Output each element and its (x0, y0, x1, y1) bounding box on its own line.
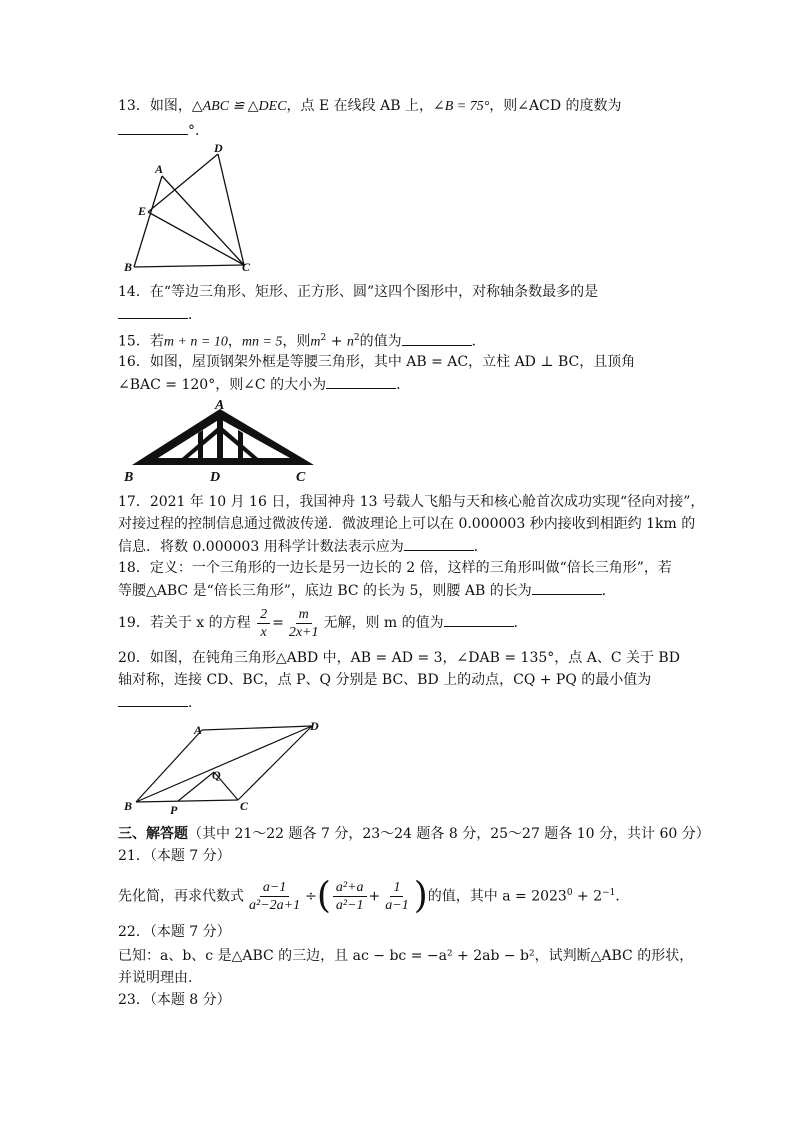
figure-16-roof-truss (124, 397, 324, 487)
q21-right-paren: ) (413, 875, 428, 917)
q20-line3 (118, 692, 202, 713)
q17-end: ． (473, 539, 488, 555)
q21-expression (118, 868, 629, 922)
q18-end: ． (601, 583, 616, 599)
fig13-label-c: C (242, 260, 251, 274)
q22-header (118, 922, 231, 942)
q22-text-1: 已知：a、b、c 是△ABC 的三边，且 ac − bc = −a² + 2ab − b²，试判断△ABC 的形状， (118, 948, 694, 964)
q20-answer-blank[interactable] (118, 692, 188, 707)
q21-fraction-1 (246, 879, 303, 914)
q13-end: °． (188, 123, 209, 139)
fig16-label-c: C (296, 470, 306, 485)
q16-answer-blank[interactable] (326, 374, 396, 389)
section3-title: 三、解答题 (118, 826, 188, 842)
q18-answer-blank[interactable] (532, 580, 602, 595)
q20-line1 (118, 648, 680, 668)
fig13-seg-bc (134, 265, 244, 267)
q17-answer-blank[interactable] (404, 536, 474, 551)
q15-lead: 15．若 (118, 333, 164, 350)
q14-line2 (118, 304, 202, 325)
q17-text-2: 对接过程的控制信息通过微波传递．微波理论上可以在 0.000003 秒内接收到相距约 1km 的 (118, 516, 696, 532)
q20-end: ． (188, 695, 202, 711)
q15-expr-n: n (346, 334, 354, 350)
figure-13 (120, 140, 260, 275)
q16-line1 (118, 352, 635, 372)
q21-fraction-2 (333, 879, 367, 914)
q14-text: 14．在“等边三角形、矩形、正方形、圆”这四个图形中，对称轴条数最多的是 (118, 284, 599, 300)
q18-line2 (118, 580, 616, 601)
fig20-seg-ba (136, 730, 202, 802)
q22-header-text: 22．（本题 7 分） (118, 924, 231, 940)
fig20-label-b: B (124, 799, 133, 813)
q20-line2 (118, 670, 651, 690)
q13-congruence: △ABC ≌ △DEC (191, 99, 287, 114)
q18-line1 (118, 558, 672, 578)
fig20-seg-bd (136, 726, 312, 802)
q22-line2 (118, 968, 202, 988)
q18-text-1: 18．定义：一个三角形的一边长是另一边长的 2 倍，这样的三角形叫做“倍长三角形”，若 (118, 560, 672, 576)
q21-div: ÷ (305, 888, 317, 905)
q17-line2 (118, 514, 695, 534)
q13-condition: ∠B = 75° (432, 99, 490, 114)
fig13-seg-ac (162, 176, 244, 265)
fig13-seg-dc (218, 154, 244, 265)
q21-plus: + (368, 888, 381, 905)
q19-line (118, 604, 528, 642)
q14-answer-blank[interactable] (118, 304, 188, 319)
q21-lead: 先化简，再求代数式 (118, 888, 244, 905)
fig20-label-q: Q (212, 768, 221, 782)
q14-line1 (118, 282, 598, 302)
fig13-label-a: A (155, 162, 164, 176)
q19-fraction-1 (257, 606, 270, 641)
fig13-label-e: E (138, 204, 147, 218)
q16-end: ． (396, 377, 411, 393)
q15-ask: ，则 (282, 333, 311, 350)
fig20-seg-dc (238, 726, 312, 800)
fig16-label-a: A (215, 398, 225, 413)
q23-header-text: 23．（本题 8 分） (118, 992, 231, 1008)
q14-end: ． (188, 307, 202, 323)
section3-heading (118, 824, 710, 844)
q13-line2 (118, 120, 209, 141)
q13-line1 (118, 96, 622, 117)
q23-header (118, 990, 231, 1010)
q19-answer-blank[interactable] (444, 612, 514, 627)
fig16-post-ad (217, 419, 223, 458)
q21-end: ． (615, 888, 630, 905)
figure-20 (118, 716, 328, 816)
fig20-label-d: D (310, 719, 319, 733)
q17-line1 (118, 492, 704, 512)
q21-exp0: 0 (566, 888, 573, 898)
section3-note: （其中 21～22 题各 7 分，23～24 题各 8 分，25～27 题各 10 分，共计 60 分） (188, 826, 710, 842)
q17-text-3: 信息．将数 0.000003 用科学计数法表示应为 (118, 539, 404, 555)
q15-plus: + (326, 333, 347, 350)
q15-answer-blank[interactable] (402, 331, 472, 346)
fig20-seg-bc (136, 800, 238, 802)
q16-line2 (118, 374, 410, 395)
q21-f3-num: 1 (390, 879, 403, 897)
q16-text-2: ∠BAC = 120°，则∠C 的大小为 (118, 377, 327, 393)
q22-text-2: 并说明理由． (118, 970, 202, 986)
q19-lead: 19．若关于 x 的方程 (118, 615, 251, 631)
fig16-label-d: D (210, 470, 221, 485)
q20-text-1: 20．如图，在钝角三角形△ABD 中，AB = AD = 3，∠DAB = 135°，点 A、C 关于 BD (118, 650, 680, 666)
q22-line1 (118, 946, 693, 966)
q15-condition-1: m + n = 10 (163, 334, 228, 350)
q19-f2-num: m (296, 606, 312, 624)
q13-tail: ，则∠ACD 的度数为 (489, 98, 622, 114)
q21-f2-num: a²+a (333, 879, 367, 897)
q21-header-text: 21．（本题 7 分） (118, 848, 231, 864)
fig20-label-c: C (240, 799, 249, 813)
q21-left-paren: ( (316, 875, 331, 917)
q19-tail: 无解，则 m 的值为 (323, 615, 444, 631)
q21-header (118, 846, 231, 866)
q13-lead: 13．如图， (118, 98, 192, 114)
q19-f1-num: 2 (257, 606, 270, 624)
q15-line (118, 328, 486, 353)
q21-exp1: −1 (602, 888, 616, 898)
q15-condition-2: mn = 5 (241, 334, 283, 350)
q19-f1-den: x (260, 624, 267, 640)
q17-text-1: 17．2021 年 10 月 16 日，我国神舟 13 号载人飞船与天和核心舱首次成功实现“径向对接”， (118, 494, 705, 510)
q19-end: ． (513, 615, 528, 631)
fig20-label-p: P (170, 803, 178, 816)
fig20-label-a: A (194, 723, 203, 737)
q13-mid: ，点 E 在线段 AB 上， (286, 98, 433, 114)
q21-plus2: + 2 (572, 888, 603, 905)
q15-sep: ， (227, 333, 242, 350)
fig13-label-b: B (124, 260, 133, 274)
q21-f2-den: a²−1 (335, 898, 364, 914)
q21-f1-num: a−1 (260, 879, 289, 897)
q19-eq: = (272, 615, 284, 631)
q20-text-2: 轴对称，连接 CD、BC，点 P、Q 分别是 BC、BD 上的动点，CQ + PQ 的最小值为 (118, 672, 652, 688)
q15-tail: 的值为 (359, 333, 402, 350)
q18-text-2: 等腰△ABC 是“倍长三角形”，底边 BC 的长为 5，则腰 AB 的长为 (118, 583, 532, 599)
q15-exp-m: 2 (320, 333, 327, 343)
fig13-label-d: D (214, 141, 223, 155)
q15-end: ． (471, 333, 486, 350)
q17-line3 (118, 536, 488, 557)
q15-expr-m: m (310, 334, 321, 350)
q19-f2-den: 2x+1 (288, 624, 319, 640)
q13-answer-blank[interactable] (118, 120, 188, 135)
q19-fraction-2 (286, 606, 322, 641)
q21-f1-den: a²−2a+1 (249, 898, 301, 914)
q21-tail: 的值，其中 a = 2023 (427, 888, 567, 905)
q16-text-1: 16．如图，屋顶钢架外框是等腰三角形，其中 AB = AC，立柱 AD ⊥ BC，且顶角 (118, 354, 636, 370)
fig13-seg-ec (148, 212, 244, 265)
fig16-label-b: B (124, 470, 134, 485)
q15-exp-n: 2 (353, 333, 360, 343)
q21-f3-den: a−1 (385, 898, 409, 914)
fig13-seg-ba (134, 176, 162, 267)
fig20-seg-ad (202, 726, 312, 730)
q21-fraction-3 (382, 879, 411, 914)
